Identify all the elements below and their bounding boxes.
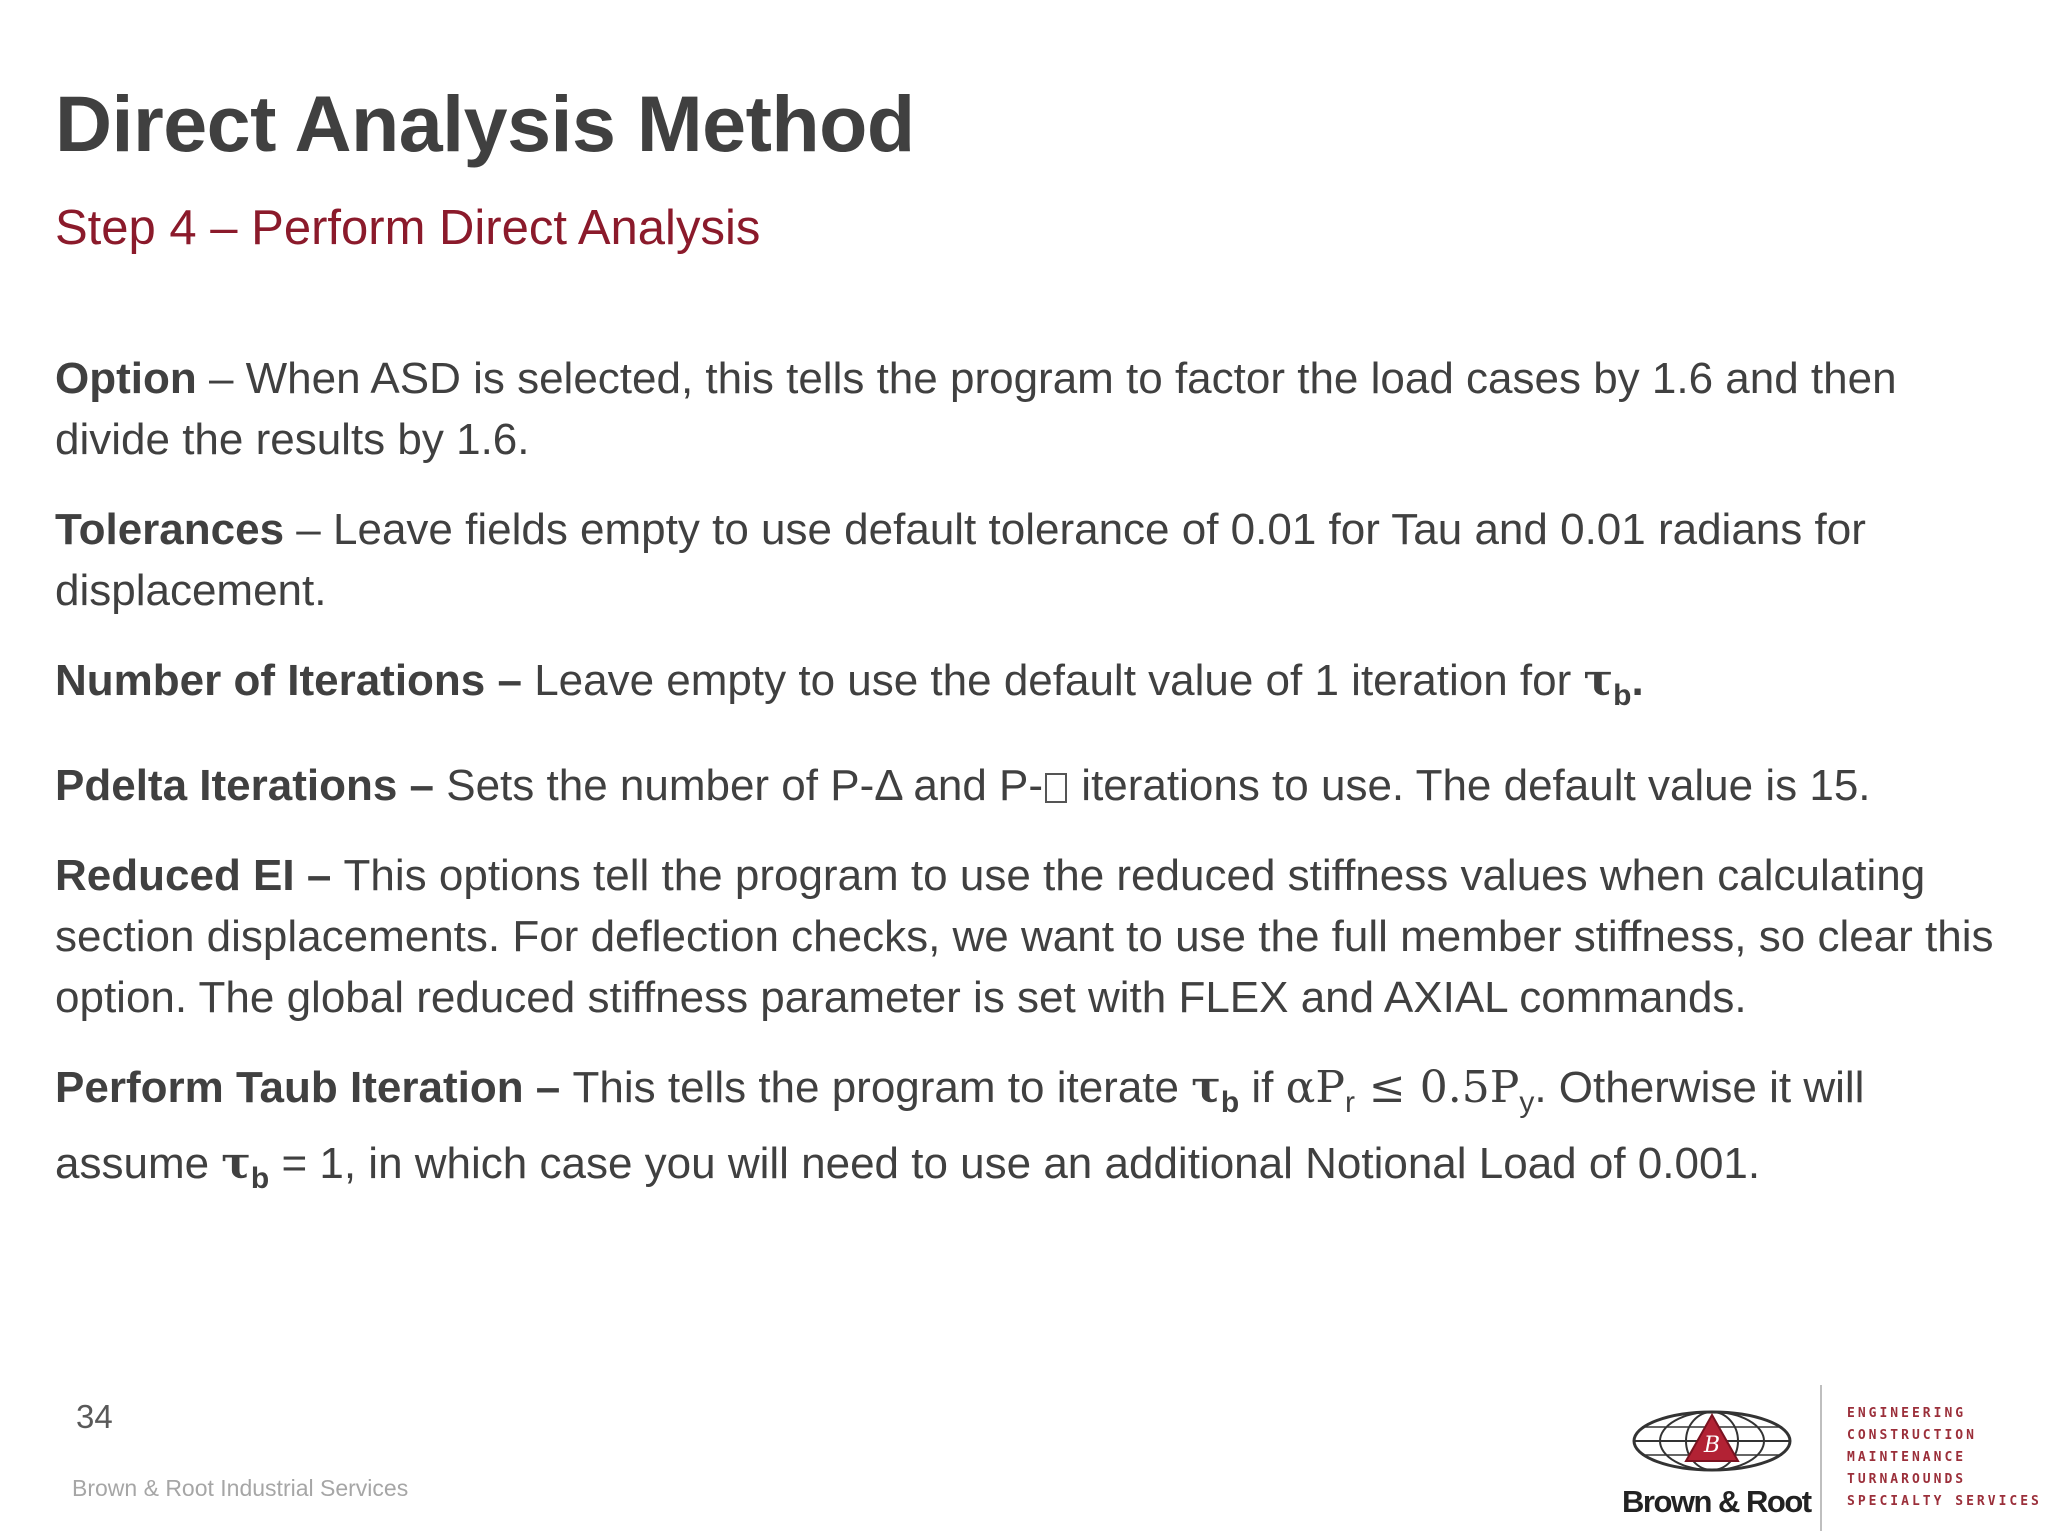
tolerances-paragraph [55,499,2015,621]
tau-symbol: $\tau_b$ [1191,1062,1240,1119]
option-paragraph [55,348,2015,470]
iterations-term: Number of Iterations – [55,656,535,705]
option-text: – When ASD is selected, this tells the program to factor the load cases by 1.6 and then divide the results by 1.6. [55,354,1897,464]
page-number: 34 [76,1398,113,1435]
pdelta-text-a: Sets the number of P-Δ and P- [446,761,1044,810]
taub-term: Perform Taub Iteration – [55,1063,573,1112]
service-item: ENGINEERING [1847,1406,1967,1421]
footer-company-name: Brown & Root Industrial Services [72,1475,409,1501]
taub-paragraph: Perform Taub Iteration – This tells the program to iterate $\tau_b$ if $\alpha P_r \le 0.5P_y$. Otherwise it will assume $\tau_b = 1$, in which case you will need to use an additional Notional Load of 0.001. [55,1062,1865,1195]
svg-text:B: B [1703,1433,1721,1458]
slide-subtitle: Step 4 – Perform Direct Analysis [55,201,761,255]
services-list [1847,1403,2042,1513]
reduced-ei-term: Reduced EI – [55,851,344,900]
slide-body [55,348,2015,1238]
option-term: Option [55,354,197,403]
slide-title: Direct Analysis Method [55,79,915,168]
tau-symbol: $\tau_b$ [1583,655,1632,712]
service-item: CONSTRUCTION [1847,1428,1977,1443]
reduced-ei-text: This options tell the program to use the reduced stiffness values when calculating section displacements. For deflection checks, we want to use the full member stiffness, so clear this option. The global reduced stiffness parameter is set with FLEX and AXIAL commands. [55,851,1994,1022]
pdelta-paragraph [55,755,2015,816]
condition-formula: $\alpha P_r \le 0.5P_y$ [1285,1062,1535,1119]
footer-divider [1820,1385,1822,1531]
pdelta-term: Pdelta Iterations – [55,761,447,810]
iterations-text: Leave empty to use the default value of 1 iteration for [534,656,1584,705]
tau-symbol: $\tau_b$ [221,1138,270,1195]
service-item: SPECIALTY SERVICES [1847,1494,2042,1509]
logo-wordmark: Brown & Root [1622,1484,1811,1519]
tolerances-text: – Leave fields empty to use default tolerance of 0.01 for Tau and 0.01 radians for displacement. [55,505,1866,615]
service-item: MAINTENANCE [1847,1450,1967,1465]
service-item: TURNAROUNDS [1847,1472,1967,1487]
iterations-paragraph: Number of Iterations – Leave empty to use the default value of 1 iteration for $\tau_b$. [55,655,1644,712]
tolerances-term: Tolerances [55,505,285,554]
missing-glyph-icon [1045,773,1067,803]
reduced-ei-paragraph [55,845,2015,1028]
pdelta-text-b: iterations to use. The default value is 15. [1069,761,1871,810]
